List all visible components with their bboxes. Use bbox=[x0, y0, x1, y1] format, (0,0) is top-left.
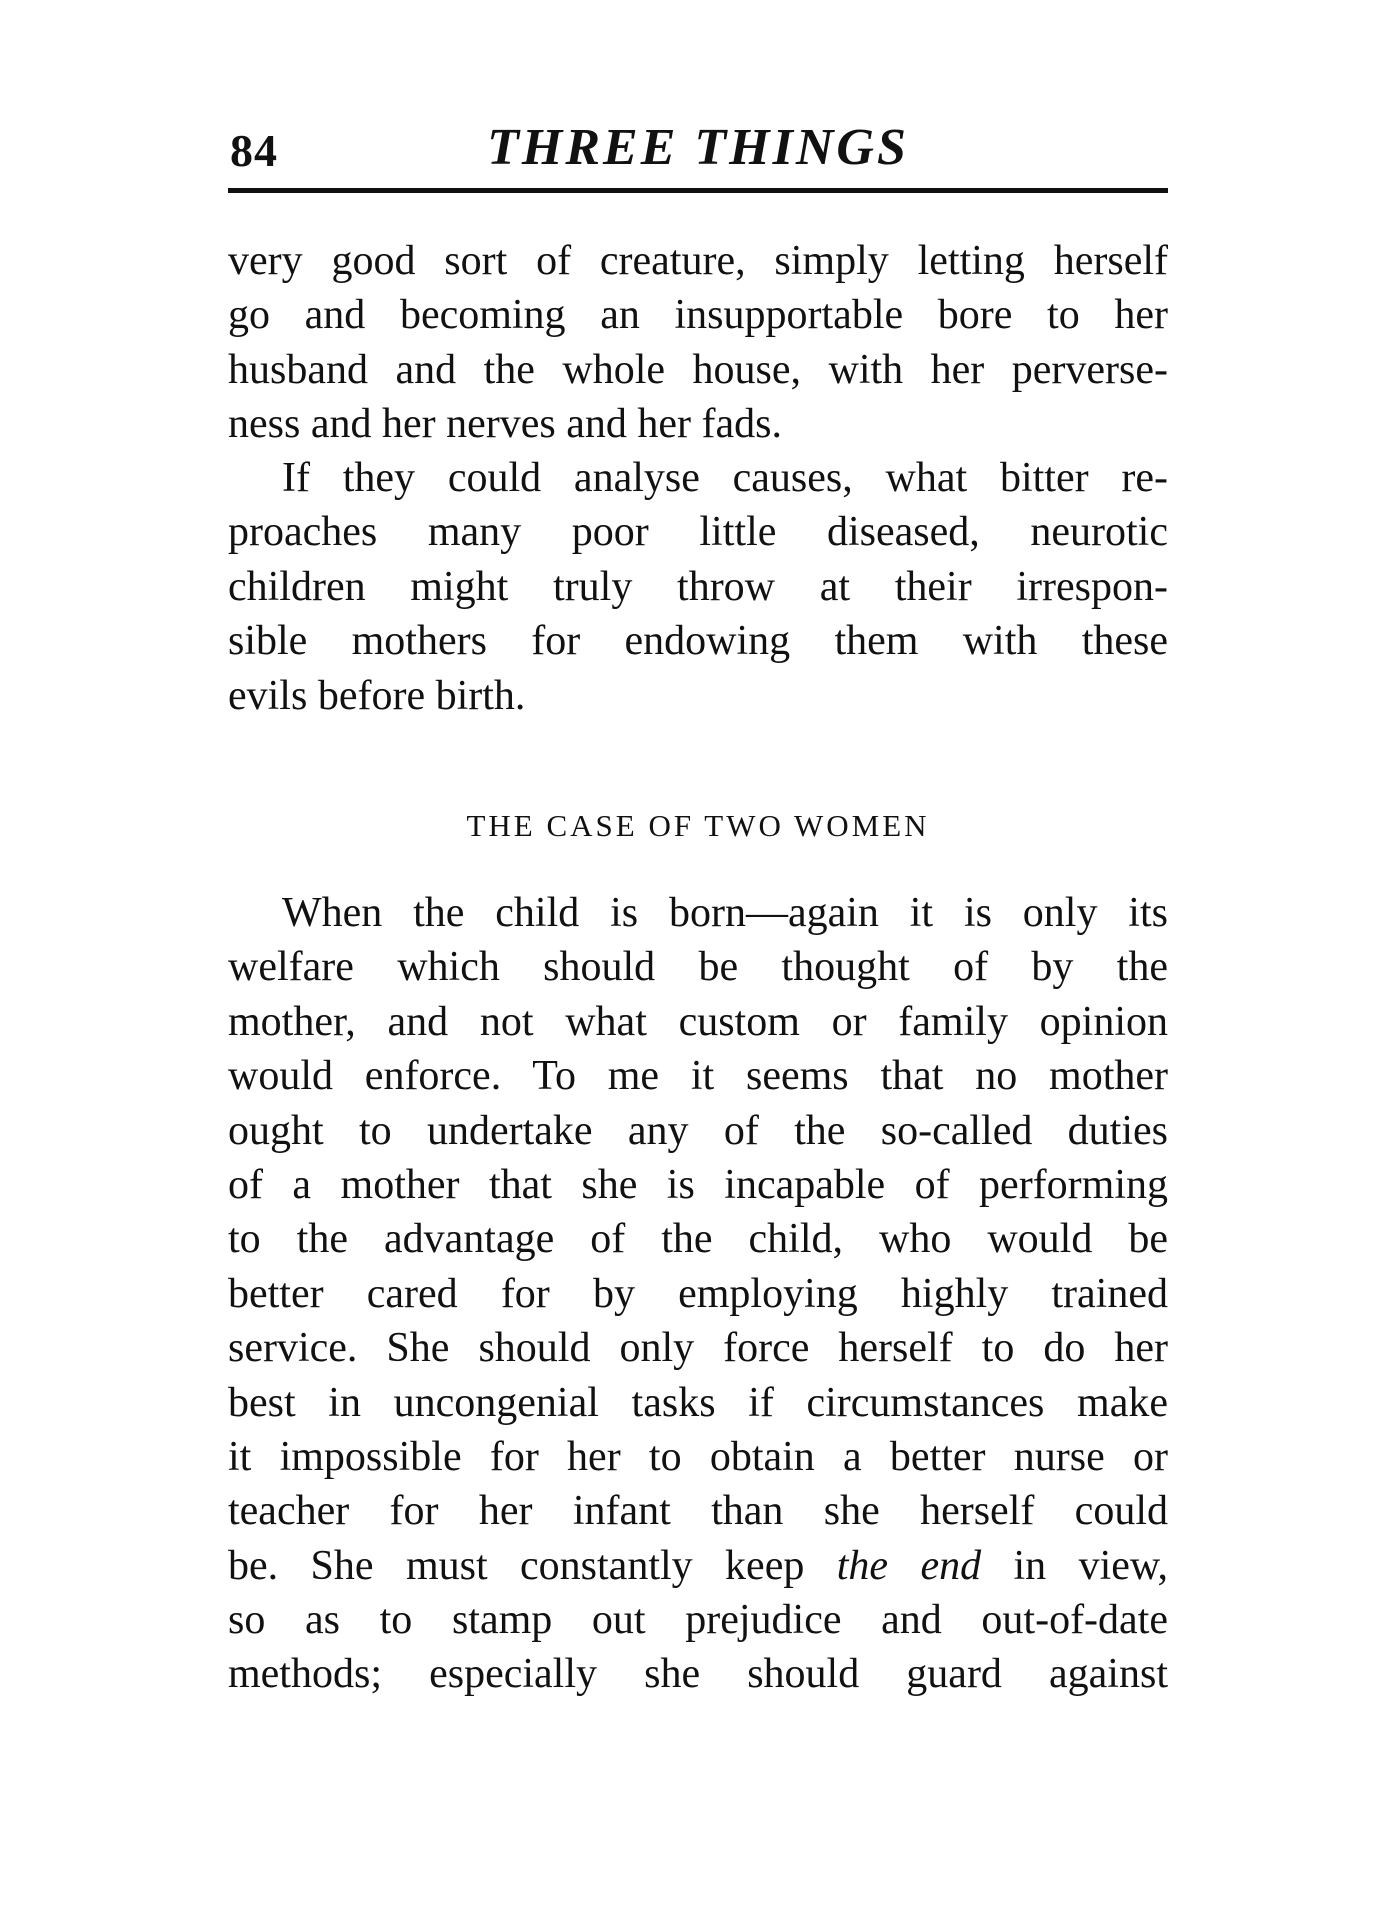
text-line: service. She should only force herself to do her bbox=[228, 1325, 1168, 1372]
text-line: proaches many poor little diseased, neurotic bbox=[228, 509, 1168, 556]
running-head bbox=[228, 118, 1168, 182]
text-line: go and becoming an insupportable bore to her bbox=[228, 292, 1168, 339]
text-line: evils before birth. bbox=[228, 672, 526, 719]
text-line: ought to undertake any of the so-called duties bbox=[228, 1107, 1168, 1154]
text-fragment: be. She must constantly keep bbox=[228, 1542, 837, 1589]
paragraph-3 bbox=[228, 886, 1168, 1702]
emphasized-text: the end bbox=[836, 1542, 982, 1589]
book-page bbox=[228, 0, 1168, 1928]
section-heading: THE CASE OF TWO WOMEN bbox=[466, 808, 930, 843]
page-number: 84 bbox=[230, 125, 278, 176]
text-line: of a mother that she is incapable of performing bbox=[228, 1161, 1168, 1208]
text-line: If they could analyse causes, what bitter re- bbox=[282, 455, 1168, 501]
text-line: would enforce. To me it seems that no mother bbox=[228, 1053, 1168, 1100]
text-line: welfare which should be thought of by the bbox=[228, 944, 1168, 991]
text-line: mother, and not what custom or family opinion bbox=[228, 998, 1168, 1045]
text-line: methods; especially she should guard against bbox=[228, 1651, 1168, 1698]
paragraph-2 bbox=[228, 451, 1168, 723]
text-line: it impossible for her to obtain a better nurse or bbox=[228, 1433, 1168, 1480]
text-line: very good sort of creature, simply letting herself bbox=[228, 238, 1168, 284]
text-fragment: in view, bbox=[981, 1542, 1168, 1589]
paragraph-1 bbox=[228, 234, 1168, 452]
text-line: teacher for her infant than she herself could bbox=[228, 1488, 1168, 1535]
text-line: ness and her nerves and her fads. bbox=[228, 401, 782, 448]
text-line: sible mothers for endowing them with these bbox=[228, 618, 1168, 665]
text-line: better cared for by employing highly trained bbox=[228, 1270, 1168, 1317]
text-line: so as to stamp out prejudice and out-of-date bbox=[228, 1597, 1168, 1644]
text-line-with-emphasis bbox=[228, 1539, 1168, 1593]
text-line: husband and the whole house, with her perverse- bbox=[228, 346, 1168, 393]
text-line: best in uncongenial tasks if circumstances make bbox=[228, 1379, 1168, 1426]
text-line: to the advantage of the child, who would be bbox=[228, 1216, 1168, 1263]
running-title: THREE THINGS bbox=[487, 119, 909, 176]
text-line: When the child is born—again it is only its bbox=[282, 890, 1168, 936]
header-rule bbox=[228, 188, 1168, 193]
text-line: children might truly throw at their irrespon- bbox=[228, 563, 1168, 610]
